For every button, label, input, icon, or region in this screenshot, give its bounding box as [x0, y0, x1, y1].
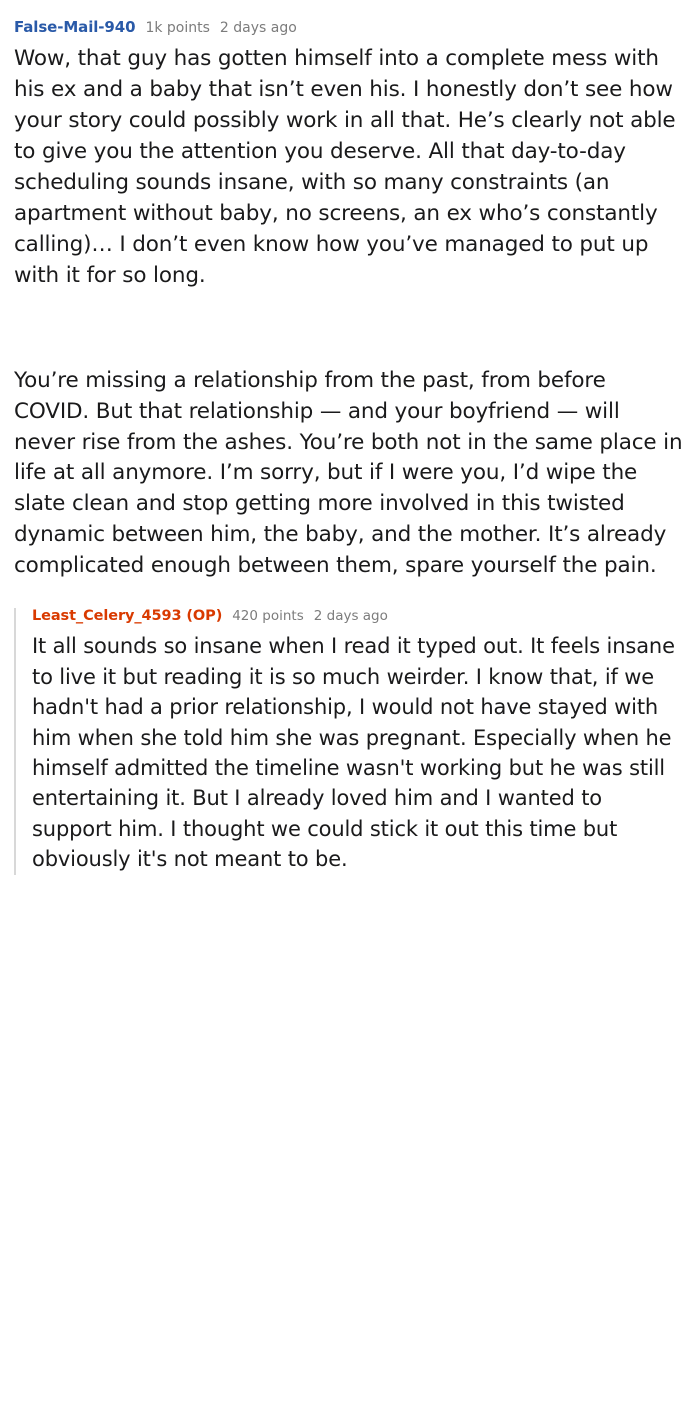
reply-timestamp: 2 days ago — [313, 608, 388, 625]
comment-paragraph: Wow, that guy has gotten himself into a complete mess with his ex and a baby that isn’t even his. I honestly don’t see how your story could possibly work in all that. He’s clearly not able to give you the attention you deserve. All that day-to-day scheduling sounds insane, with so many constraints (an apartment without baby, no screens, an ex who’s constantly calling)… I don’t even know how you’ve managed to put up with it for so long. — [14, 46, 676, 288]
reply-comment — [14, 608, 686, 875]
top-level-comment — [14, 18, 686, 875]
comment-timestamp: 2 days ago — [219, 20, 297, 36]
comment-header — [14, 18, 686, 36]
comment-paragraph: You’re missing a relationship from the past, from before COVID. But that relationship — and your boyfriend — will never rise from the ashes. You’re both not in the same place in life at all anymore. I’m sorry, but if I were you, I’d wipe the slate clean and stop getting more involved in this twisted dynamic between him, the baby, and the mother. It’s already complicated enough between them, spare yourself the pain. — [14, 367, 683, 579]
reply-body — [32, 631, 686, 875]
comment-points: 1k points — [145, 20, 210, 36]
comment-author[interactable]: False-Mail-940 — [14, 18, 136, 36]
reply-paragraph: It all sounds so insane when I read it typed out. It feels insane to live it but reading it is so much weirder. I know that, if we hadn't had a prior relationship, I would not have stayed with him when she told him she was pregnant. Especially when he himself admitted the timeline wasn't working but he was still entertaining it. But I already loved him and I wanted to support him. I thought we could stick it out this time but obviously it's not meant to be. — [32, 634, 675, 872]
reply-points: 420 points — [232, 608, 304, 625]
paragraph-spacer — [14, 292, 686, 366]
reply-header — [32, 608, 686, 624]
comment-body — [14, 44, 686, 582]
reply-author[interactable]: Least_Celery_4593 (OP) — [32, 608, 223, 625]
